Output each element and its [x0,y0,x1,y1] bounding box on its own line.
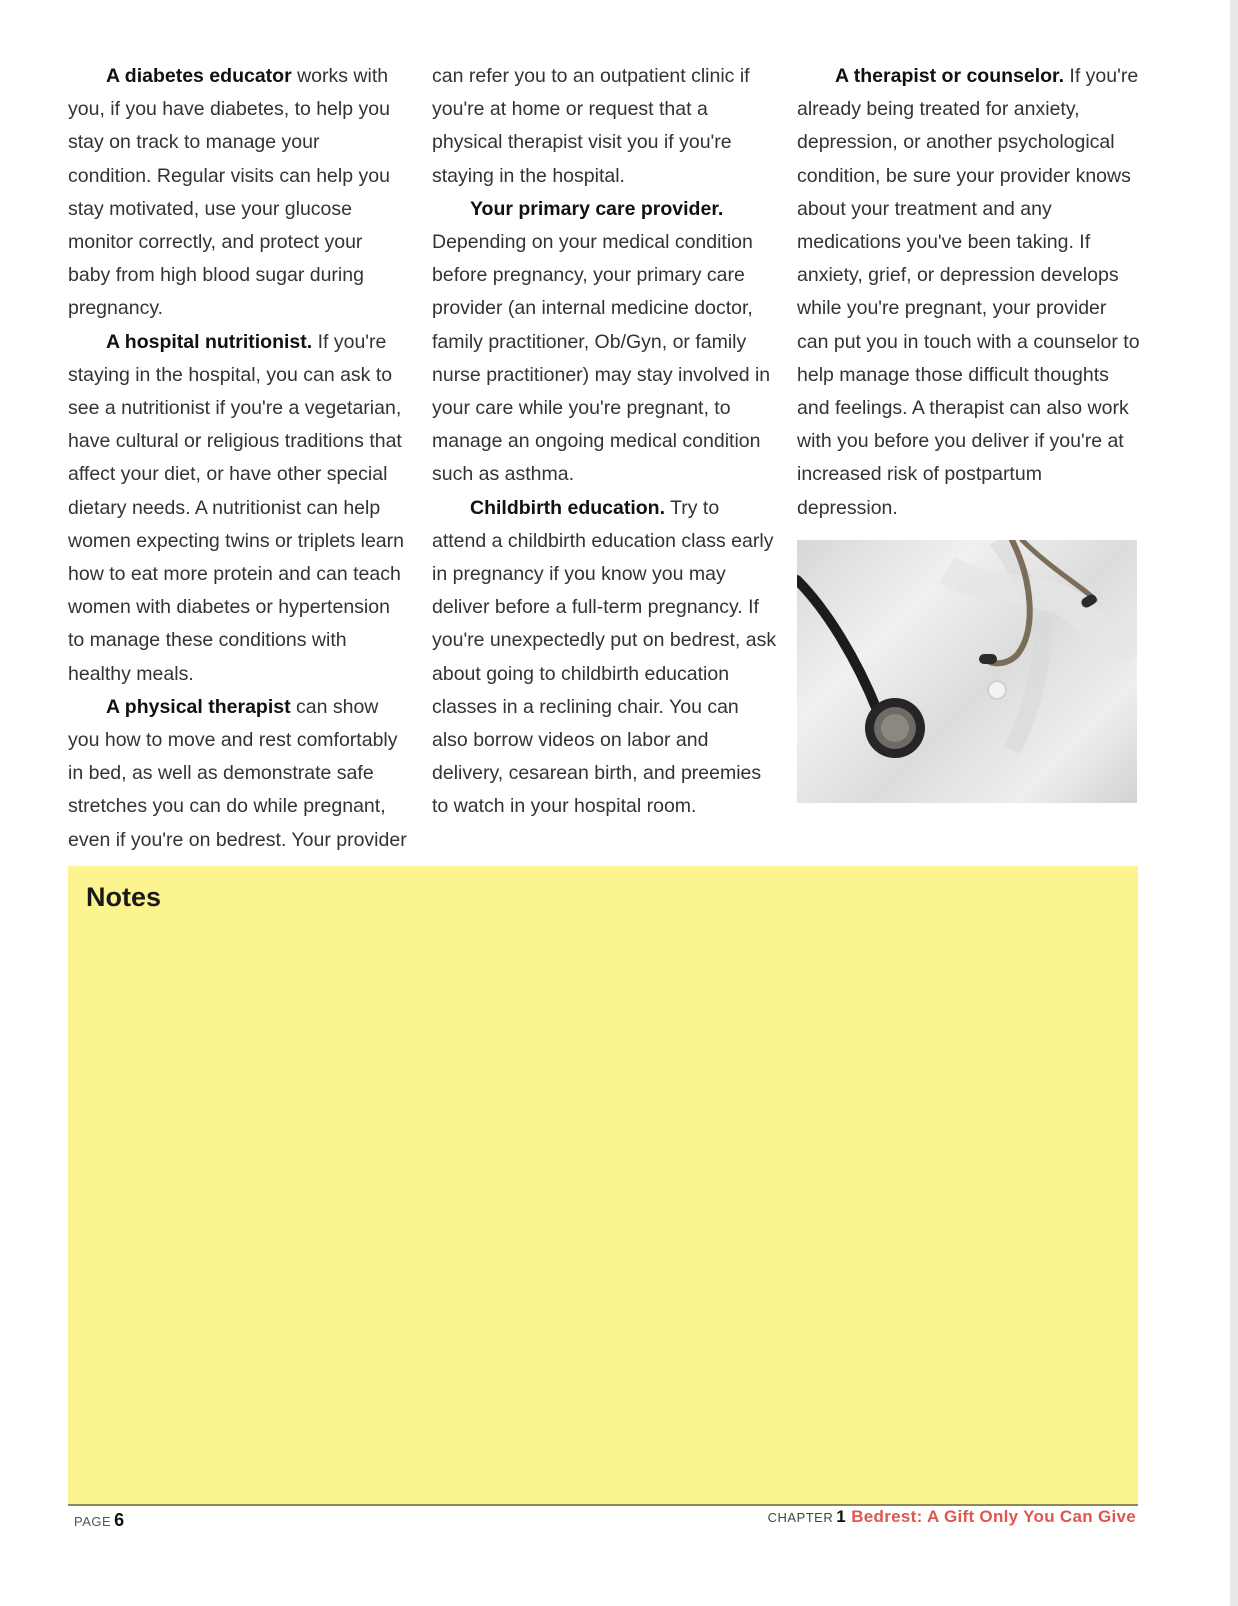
page-number: 6 [114,1510,125,1530]
chapter-footer [768,1507,1136,1527]
body-hospital-nutritionist: If you're staying in the hospital, you can ask to see a nutritionist if you're a vegetarian, have cultural or religious traditions that affect your diet, or have other special dietary needs. A nutritionist can help women expecting twins or triplets learn how to eat more protein and can teach women with diabetes or hypertension to manage these conditions with healthy meals. [68,330,404,685]
paragraph-hospital-nutritionist [68,326,408,691]
chapter-title: Bedrest: A Gift Only You Can Give [851,1507,1136,1526]
stethoscope-icon [797,540,1137,803]
notes-box[interactable] [68,866,1138,1506]
paragraph-primary-care-provider [432,193,777,492]
lead-childbirth-education: Childbirth education. [470,496,665,519]
lead-primary-care-provider: Your primary care provider. [470,197,724,220]
page-edge-shadow [1230,0,1238,1606]
paragraph-diabetes-educator [68,60,408,326]
text-column-2 [432,60,777,824]
body-childbirth-education: Try to attend a childbirth education class early in pregnancy if you know you may deliver before a full-term pregnancy. If you're unexpectedly put on bedrest, ask about going to childbirth education classes in a reclining chair. You can also borrow videos on labor and delivery, cesarean birth, and preemies to watch in your hospital room. [432,496,777,818]
paragraph-physical-therapist [68,691,408,857]
body-therapist-counselor: If you're already being treated for anxiety, depression, or another psychological condition, be sure your provider knows about your treatment and any medications you've been taking. If anxiety, grief, or depression develops while you're pregnant, your provider can put you in touch with a counselor to help manage those difficult thoughts and feelings. A therapist can also work with you before you deliver if you're at increased risk of postpartum depression. [797,65,1140,519]
body-primary-care-provider: Depending on your medical condition before pregnancy, your primary care provider (an internal medicine doctor, family practitioner, Ob/Gyn, or family nurse practitioner) may stay involved in your care while you're pregnant, to manage an ongoing medical condition such as asthma. [432,231,771,486]
text-column-3 [797,60,1142,525]
lead-hospital-nutritionist: A hospital nutritionist. [106,330,313,353]
lead-therapist-counselor: A therapist or counselor. [835,65,1064,87]
page-footer [74,1510,125,1531]
stethoscope-photo [797,540,1137,803]
lead-physical-therapist: A physical therapist [106,695,291,718]
chapter-number: 1 [836,1507,847,1526]
text-column-1 [68,60,408,857]
chapter-label: CHAPTER [767,1510,834,1525]
body-diabetes-educator: works with you, if you have diabetes, to help you stay on track to manage your condition. Regular visits can help you stay motivated, use your glucose monitor correctly, and protect your baby from high blood sugar during pregnancy. [68,65,390,320]
lead-diabetes-educator: A diabetes educator [106,65,292,87]
paragraph-childbirth-education [432,492,777,824]
paragraph-continued: can refer you to an outpatient clinic if you're at home or request that a physical therapist visit you if you're staying in the hospital. [432,65,750,187]
body-physical-therapist: can show you how to move and rest comfortably in bed, as well as demonstrate safe stretches you can do while pregnant, even if you're on bedrest. Your provider [68,695,407,851]
paragraph-therapist-counselor [797,60,1142,525]
page-label: PAGE [74,1514,112,1529]
notes-title: Notes [86,882,162,912]
